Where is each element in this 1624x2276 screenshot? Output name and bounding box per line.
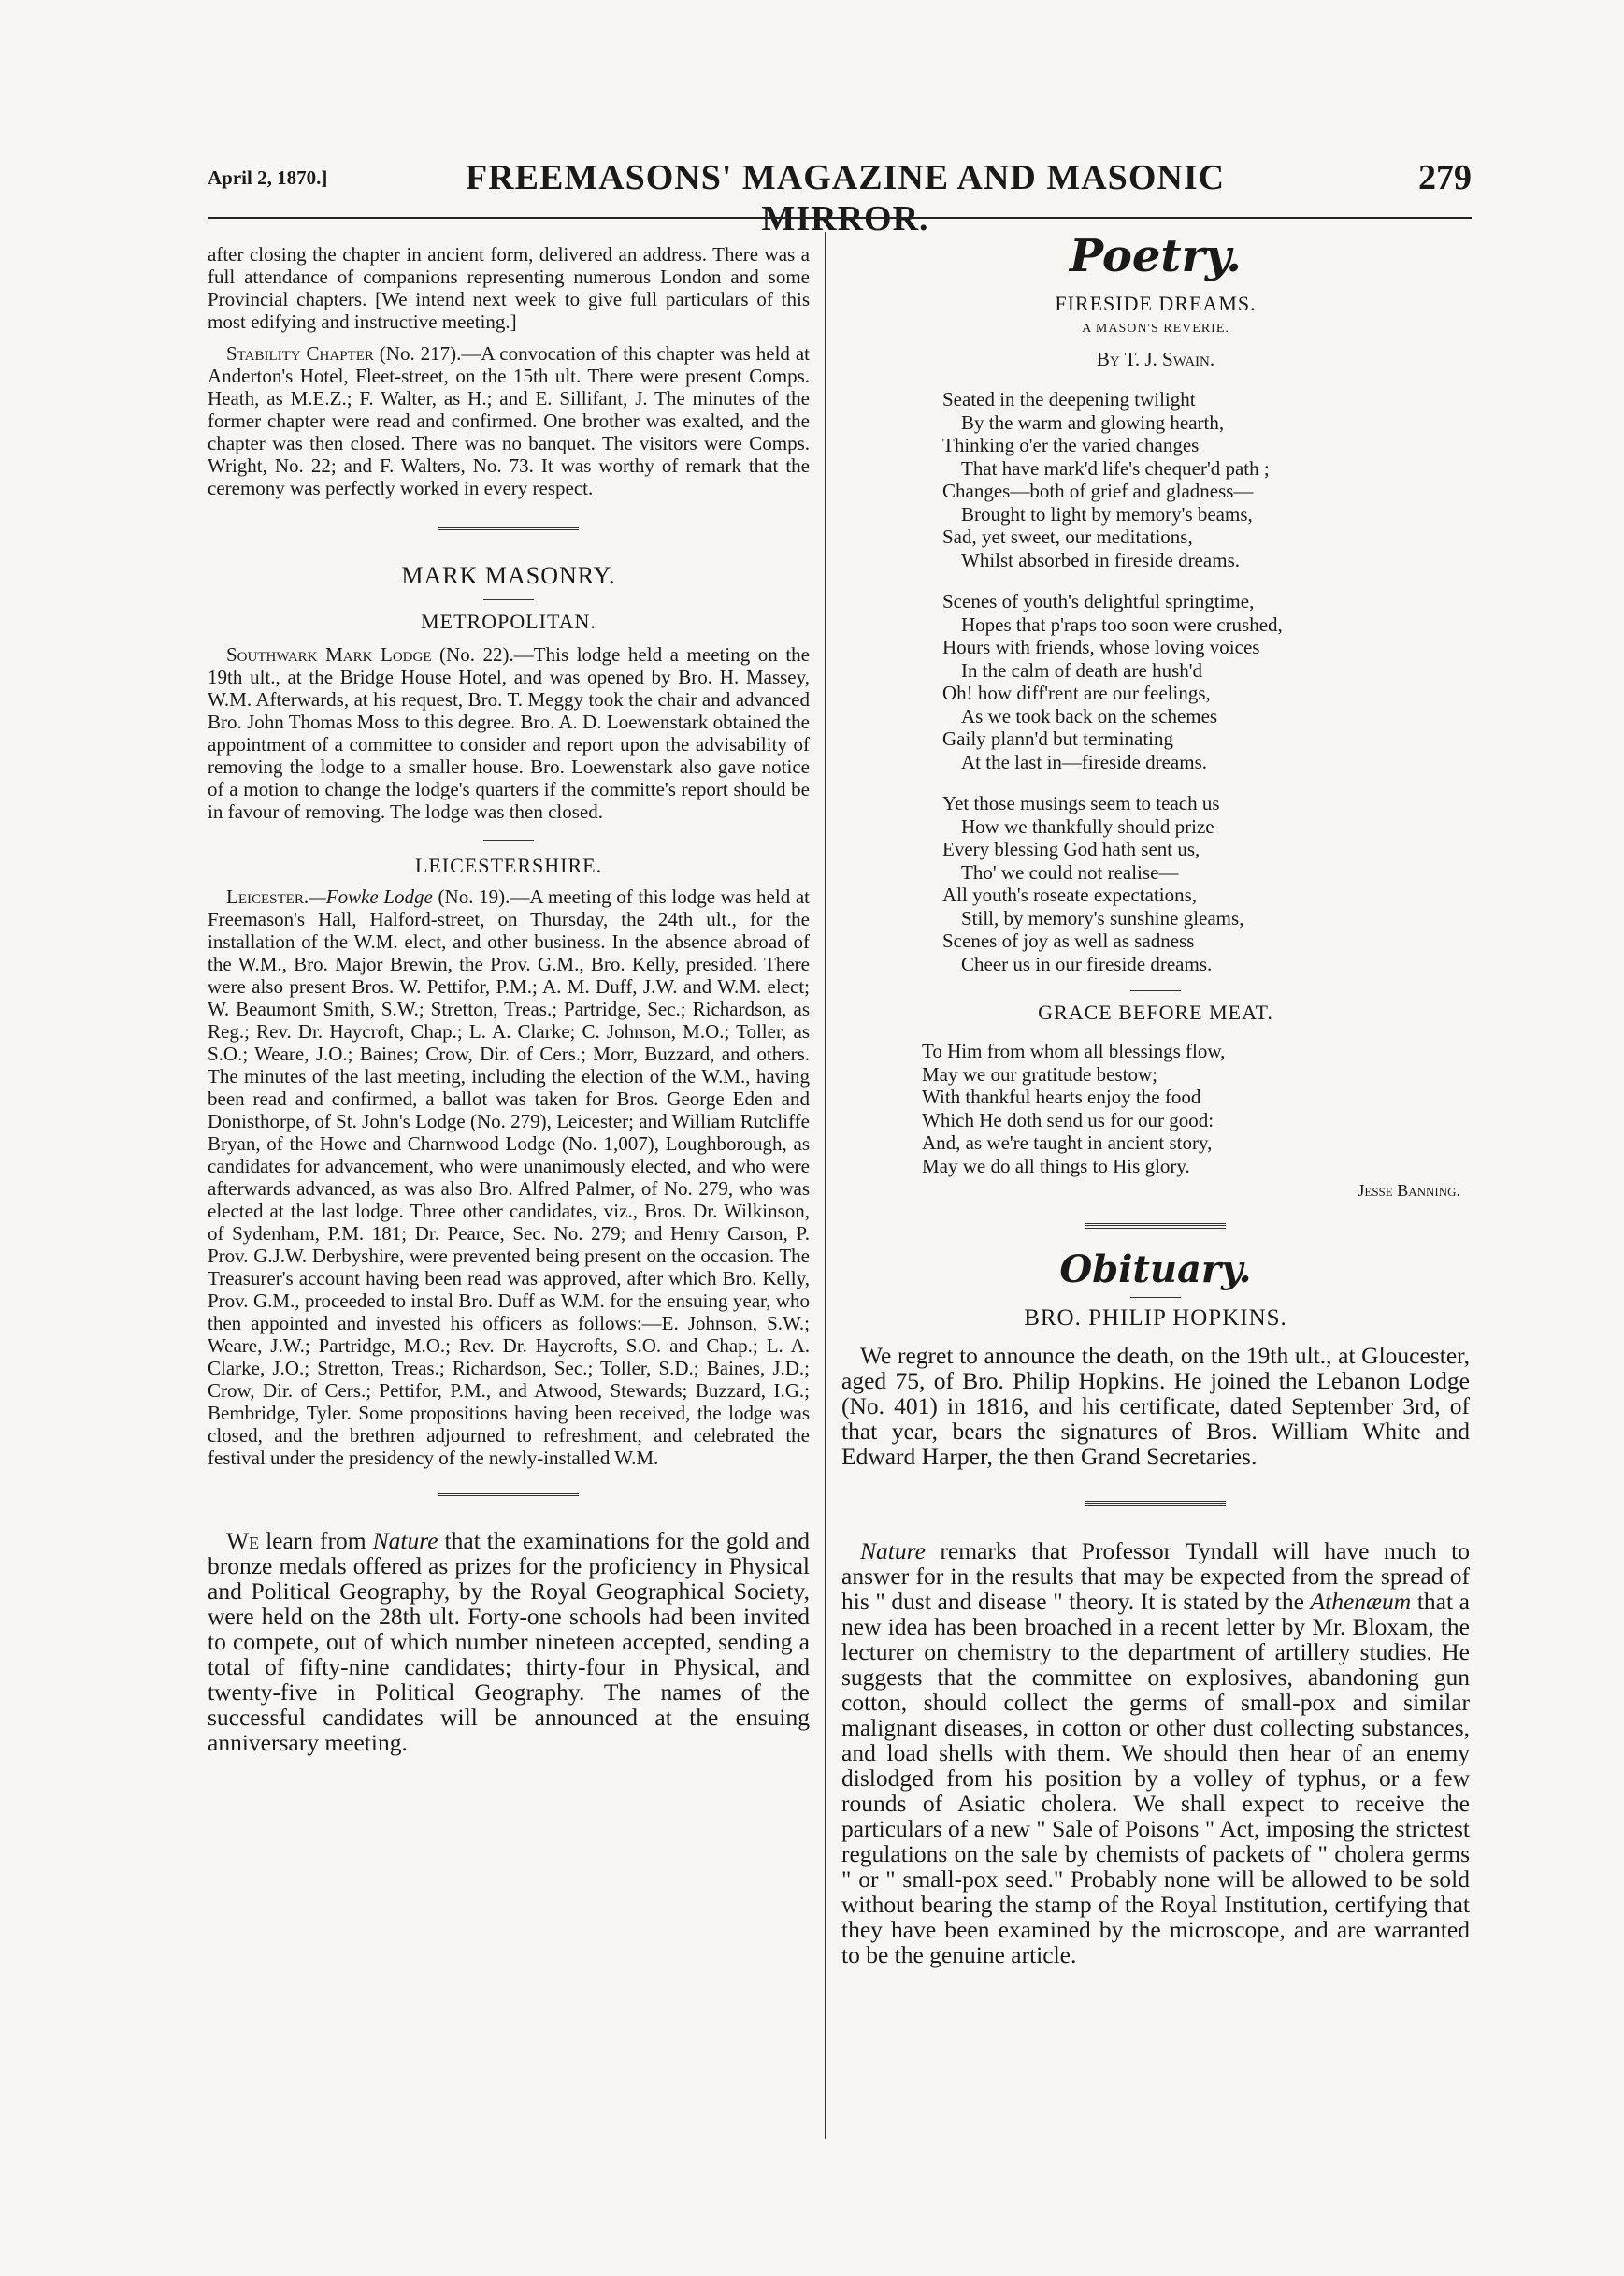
athenaeum-journal-name: Athenæum <box>1310 1588 1412 1615</box>
short-rule <box>483 840 534 841</box>
page-number: 279 <box>1418 158 1472 197</box>
tyndall-paragraph <box>841 1538 1470 1967</box>
poem-line: With thankful hearts enjoy the food <box>922 1086 1201 1108</box>
issue-date: April 2, 1870.] <box>208 166 328 189</box>
nature-lead: We <box>226 1527 260 1554</box>
obituary-text: We regret to announce the death, on the 19th ult., at Gloucester, aged 75, of Bro. Philip Hopkins. He joined the Lebanon Lodge (No. 401) in 1816, and his certificate, dated September 3rd, of that year, bears the signatures of Bros. William White and Edward Harper, the then Grand Secretaries. <box>841 1342 1470 1470</box>
poem-author: By T. J. Swain. <box>1096 348 1215 370</box>
poem-stanza <box>942 590 1335 773</box>
poem-line: Sad, yet sweet, our meditations, <box>942 526 1193 548</box>
obituary-heading: Obituary. <box>1059 1247 1252 1291</box>
poem-line: How we thankfully should prize <box>961 814 1214 838</box>
poem-line: Changes—both of grief and gladness— <box>942 480 1254 502</box>
leicester-lead: Leicester. <box>226 886 309 908</box>
poem-line: Still, by memory's sunshine gleams, <box>961 906 1244 929</box>
poem-line: Thinking o'er the varied changes <box>942 434 1200 456</box>
poem-line: That have mark'd life's chequer'd path ; <box>961 456 1270 480</box>
short-rule <box>483 599 534 600</box>
poem-line: All youth's roseate expectations, <box>942 884 1198 906</box>
poem-line: Oh! how diff'rent are our feelings, <box>942 682 1211 704</box>
stability-chapter-lead: Stability Chapter <box>226 342 374 365</box>
poem-line: At the last in—fireside dreams. <box>961 750 1208 773</box>
poem-line: Which He doth send us for our good: <box>922 1108 1214 1131</box>
poem-line: By the warm and glowing hearth, <box>961 411 1225 434</box>
poem-line: To Him from whom all blessings flow, <box>922 1040 1226 1062</box>
masthead <box>208 157 1472 238</box>
poem-line: Brought to light by memory's beams, <box>961 502 1253 526</box>
poem-stanza <box>942 792 1335 975</box>
obituary-title: BRO. PHILIP HOPKINS. <box>1024 1305 1287 1331</box>
poem-line: Hours with friends, whose loving voices <box>942 636 1260 658</box>
poem-line: Every blessing God hath sent us, <box>942 838 1200 860</box>
grace-title: GRACE BEFORE MEAT. <box>1038 1001 1273 1024</box>
poem-line: Yet those musings seem to teach us <box>942 792 1220 814</box>
column-divider <box>825 232 826 2139</box>
poem-line: Hopes that p'raps too soon were crushed, <box>961 612 1283 636</box>
poem-line: Scenes of youth's delightful springtime, <box>942 590 1255 612</box>
section-divider <box>1085 1501 1226 1506</box>
chapter-closing-paragraph: after closing the chapter in ancient form, delivered an address. There was a full attendance of companions representing numerous London and some Provincial chapters. [We intend next week to give full particulars of this most edifying and instructive meeting.] <box>208 243 810 333</box>
poem-line: In the calm of death are hush'd <box>961 658 1203 682</box>
nature-journal-name: Nature <box>372 1527 438 1554</box>
fowke-lodge-name: —Fowke Lodge <box>309 886 433 908</box>
fireside-dreams-poem <box>942 388 1335 975</box>
fowke-lodge-text: (No. 19).—A meeting of this lodge was held at Freemason's Hall, Halford-street, on Thursday, the 24th ult., for the installation of the W.M. elect, and other business. In the absence abroad of the W.M., Bro. Major Brewin, the Prov. G.M., Bro. Kelly, presided. There were also present Bros. W. Pettifor, P.M.; A. M. Duff, J.W. and W.M. elect; W. Beaumont Smith, S.W.; Stretton, Treas.; Partridge, Sec.; Richardson, as Reg.; Rev. Dr. Haycroft, Chap.; L. A. Clarke; C. Johnson, M.O.; Toller, as S.O.; Weare, J.O.; Baines; Crow, Dir. of Cers.; Morr, Buzzard, and others. The minutes of the last meeting, including the election of the W.M., having been read and confirmed, a ballot was taken for Bros. George Eden and Donisthorpe, of St. John's Lodge (No. 279), Leicester; and William Rutcliffe Bryan, of the Howe and Charnwood Lodge (No. 1,007), Loughborough, as candidates for advancement, who were unanimously elected, and who were afterwards advanced, as was also Bro. Alfred Palmer, of No. 279, who was elected at the last lodge. Three other candidates, viz., Bros. Dr. Wilkinson, of Sydenham, P.M. 181; Dr. Pearce, Sec. No. 279; and Henry Carson, P. Prov. G.J.W. Derbyshire, were prevented being present on the occasion. The Treasurer's account having been read was approved, after which Bro. Kelly, Prov. G.M., proceeded to instal Bro. Duff as W.M. for the ensuing year, who then appointed and invested his officers as follows:—E. Johnson, S.W.; Weare, J.W.; Partridge, M.O.; Rev. Dr. Haycrofts, S.O. and Chap.; L. A. Clarke, J.O.; Stretton, Treas.; Richardson, Sec.; Toller, S.D.; Baines, J.D.; Crow, Dir. of Cers.; Pettifor, P.M., and Atwood, Stewards; Buzzard, I.G.; Bembridge, Tyler. Some propositions having been received, the lodge was closed, and the brethren adjourned to refreshment, and celebrated the festival under the presidency of the newly-installed W.M. <box>208 886 811 1469</box>
nature-journal-name: Nature <box>860 1537 926 1564</box>
poem-line: Tho' we could not realise— <box>961 860 1179 884</box>
left-column <box>208 243 810 1755</box>
stability-chapter-report <box>208 342 810 499</box>
mark-masonry-heading: MARK MASONRY. <box>401 562 616 589</box>
nature-text-b: that the examinations for the gold and bronze medals offered as prizes for the proficiency in Physical and Political Geography, by the Royal Geographical Society, were held on the 28th ult. Forty-one schools had been invited to compete, out of which number nineteen accepted, sending a total of fifty-nine candidates; thirty-four in Physical, and twenty-five in Political Geography. The names of the successful candidates will be announced at the ensuing anniversary meeting. <box>208 1527 810 1756</box>
poetry-heading: Poetry. <box>1070 230 1242 282</box>
poem-line: Gaily plann'd but terminating <box>942 727 1173 750</box>
geography-medals-paragraph <box>208 1528 810 1755</box>
poem-line: Scenes of joy as well as sadness <box>942 929 1195 952</box>
nature-text-a: learn from <box>259 1527 373 1554</box>
poem-line: Seated in the deepening twilight <box>942 388 1196 411</box>
section-divider <box>1085 1223 1226 1229</box>
poem-line: May we do all things to His glory. <box>922 1154 1190 1177</box>
grace-before-meat-poem <box>922 1040 1389 1177</box>
stability-chapter-text: (No. 217).—A convocation of this chapter was held at Anderton's Hotel, Fleet-street, on the 15th ult. There were present Comps. Heath, as M.E.Z.; F. Walter, as H.; and E. Sillifant, J. The minutes of the former chapter were read and confirmed. One brother was exalted, and the chapter was then closed. There was no banquet. The visitors were Comps. Wright, No. 22; and F. Walters, No. 73. It was worthy of remark that the ceremony was perfectly worked in every respect. <box>208 342 810 499</box>
grace-author: Jesse Banning. <box>1358 1181 1460 1200</box>
right-column <box>841 230 1470 1967</box>
publication-title: FREEMASONS' MAGAZINE AND MASONIC MIRROR. <box>465 158 1226 238</box>
poem-subtitle: A MASON'S REVERIE. <box>1082 322 1229 336</box>
leicestershire-heading: LEICESTERSHIRE. <box>414 854 603 877</box>
poem-stanza <box>942 388 1335 571</box>
short-rule <box>1130 990 1181 991</box>
section-divider <box>438 527 579 534</box>
southwark-text: (No. 22).—This lodge held a meeting on the 19th ult., at the Bridge House Hotel, and was opened by Bro. H. Massey, W.M. Afterwards, at his request, Bro. T. Meggy took the chair and advanced Bro. John Thomas Moss to this degree. Bro. A. D. Loewenstark obtained the appointment of a committee to consider and report upon the advisability of removing the lodge to a smaller house. Bro. Loewenstark also gave notice of a motion to change the lodge's quarters if the committe's report should be in favour of removing. The lodge was then closed. <box>208 643 810 823</box>
poem-line: Cheer us in our fireside dreams. <box>961 952 1213 975</box>
fowke-lodge-report <box>208 886 810 1469</box>
southwark-lead: Southwark Mark Lodge <box>226 643 432 666</box>
poem-line: May we our gratitude bestow; <box>922 1062 1157 1086</box>
short-rule <box>1130 1297 1181 1298</box>
poem-line: Whilst absorbed in fireside dreams. <box>961 548 1240 571</box>
masthead-rule <box>208 217 1472 219</box>
poem-line: And, as we're taught in ancient story, <box>922 1131 1213 1154</box>
tyndall-text-b: that a new idea has been broached in a recent letter by Mr. Bloxam, the lecturer on chemistry to the department of artillery studies. He suggests that the committee on explosives, abandoning gun cotton, should collect the germs of small-pox and similar malignant diseases, in cotton or other dust collecting substances, and load shells with them. We should then hear of an enemy dislodged from his position by a volley of typhus, or a few rounds of Asiatic cholera. We shall expect to receive the particulars of a new " Sale of Poisons " Act, imposing the strictest regulations on the sale by chemists of packets of " cholera germs " or " small-pox seed." Probably none will be allowed to be sold without bearing the stamp of the Royal Institution, certifying that they have been examined by the microscope, and are warranted to be the genuine article. <box>841 1588 1470 1968</box>
metropolitan-heading: METROPOLITAN. <box>421 610 596 633</box>
southwark-lodge-report <box>208 643 810 823</box>
poem-title: FIRESIDE DREAMS. <box>1055 292 1257 315</box>
tyndall-text-a: remarks that Professor Tyndall will have much to answer for in the results that may be expected from the spread of his " dust and disease " theory. It is stated by the <box>841 1537 1470 1615</box>
section-divider <box>438 1493 579 1500</box>
poem-line: As we took back on the schemes <box>961 704 1218 727</box>
